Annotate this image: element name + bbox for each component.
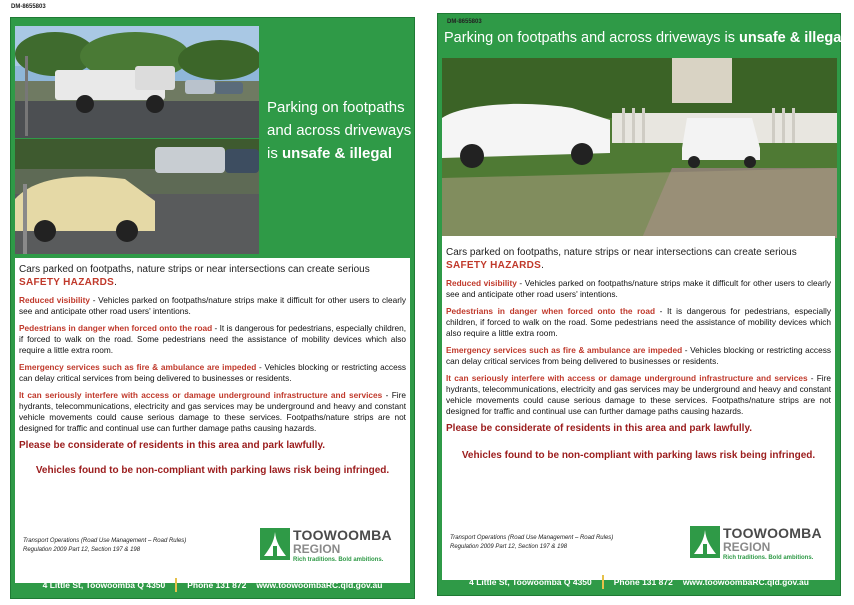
intro-text: Cars parked on footpaths, nature strips or near intersections can create serious SAFETY HAZARDS. (446, 247, 797, 271)
legal-citation: Transport Operations (Road Use Management – Road Rules) Regulation 2009 Part 12, Section 197 & 198 (23, 538, 187, 553)
para-emergency: Emergency services such as fire & ambulance are impeded - Vehicles blocking or restricting access can delay critical services from being delivered to businesses or residents. (19, 362, 406, 383)
footer-separator (175, 578, 177, 592)
logo-tagline: Rich traditions. Bold ambitions. (293, 557, 384, 563)
logo-name: TOOWOOMBA (293, 527, 392, 543)
headline-left (267, 96, 411, 165)
headline-line-3: is unsafe & illegal (267, 145, 393, 162)
council-logo (260, 528, 392, 564)
logo-region: REGION (723, 540, 771, 554)
footer-address: 4 Little St, Toowoomba Q 4350 (469, 577, 592, 587)
para-reduced-visibility: Reduced visibility - Vehicles parked on footpaths/nature strips make it difficult for other users to clearly see and anticipate other road users' intentions. (19, 295, 406, 316)
para-pedestrians: Pedestrians in danger when forced onto the road - It is dangerous for pedestrians, especially children, if forced to walk on the road. Some pedestrians need the assistance of mobility devices which also require a little extra room. (446, 306, 831, 338)
flyer-right (437, 13, 846, 596)
headline-right: Parking on footpaths and across driveways is unsafe & illegal (444, 30, 846, 46)
footer-address: 4 Little St, Toowoomba Q 4350 (42, 580, 166, 590)
logo-region: REGION (293, 542, 341, 556)
logo-tagline: Rich traditions. Bold ambitions. (723, 555, 814, 561)
photo-ute-footpath (15, 26, 259, 138)
document-id-left: DM-8655803 (11, 4, 46, 10)
flyer-left (10, 17, 415, 599)
consider-notice: Please be considerate of residents in this area and park lawfully. (446, 423, 753, 434)
para-reduced-visibility: Reduced visibility - Vehicles parked on footpaths/nature strips make it difficult for other users to clearly see and anticipate other road users' intentions. (446, 278, 831, 299)
footer-left (11, 572, 414, 598)
headline-line-1: Parking on footpaths (267, 99, 405, 116)
noncompliance-warning: Vehicles found to be non-compliant with parking laws risk being infringed. (35, 465, 390, 476)
intro-text: Cars parked on footpaths, nature strips or near intersections can create serious SAFETY HAZARDS. (19, 264, 370, 288)
footer-right (438, 569, 840, 595)
logo-mark-icon (260, 528, 290, 560)
noncompliance-warning: Vehicles found to be non-compliant with parking laws risk being infringed. (461, 450, 816, 461)
footer-website: www.toowoombaRC.qld.gov.au (682, 577, 809, 587)
para-pedestrians: Pedestrians in danger when forced onto the road - It is dangerous for pedestrians, especially children, if forced to walk on the road. Some pedestrians need the assistance of mobility devices which also require a little extra room. (19, 323, 406, 355)
content-panel-right (442, 236, 835, 580)
logo-mark-icon (690, 526, 720, 558)
legal-citation: Transport Operations (Road Use Management – Road Rules) Regulation 2009 Part 12, Section 197 & 198 (450, 535, 614, 550)
council-logo (690, 526, 822, 562)
footer-website: www.toowoombaRC.qld.gov.au (256, 580, 383, 590)
headline-line-2: and across driveways (267, 122, 412, 139)
consider-notice: Please be considerate of residents in this area and park lawfully. (19, 440, 326, 451)
footer-phone: Phone 131 872 (613, 577, 673, 587)
document-id-right: DM-8655803 (447, 19, 482, 25)
para-infrastructure: It can seriously interfere with access or damage underground infrastructure and services - Fire hydrants, telecommunications, electricity and gas services may be underground and heavy and constant vehicle movements could cause serious damage to these services. Footpaths/nature strips are not designed for traffic and continual use can further damage paths causing hazards. (446, 373, 831, 416)
photo-cars-driveway (442, 58, 837, 238)
footer-separator (602, 575, 604, 589)
logo-name: TOOWOOMBA (723, 525, 822, 541)
para-emergency: Emergency services such as fire & ambulance are impeded - Vehicles blocking or restricting access can delay critical services from being delivered to businesses or residents. (446, 345, 831, 366)
photo-car-footpath (15, 139, 259, 254)
para-infrastructure: It can seriously interfere with access or damage underground infrastructure and services - Fire hydrants, telecommunications, electricity and gas services may be underground and heavy and constant vehicle movements could cause serious damage to these services. Footpaths/nature strips are not designed for traffic and continual use can further damage paths causing hazards. (19, 390, 406, 433)
footer-phone: Phone 131 872 (187, 580, 247, 590)
content-panel-left (15, 258, 410, 583)
